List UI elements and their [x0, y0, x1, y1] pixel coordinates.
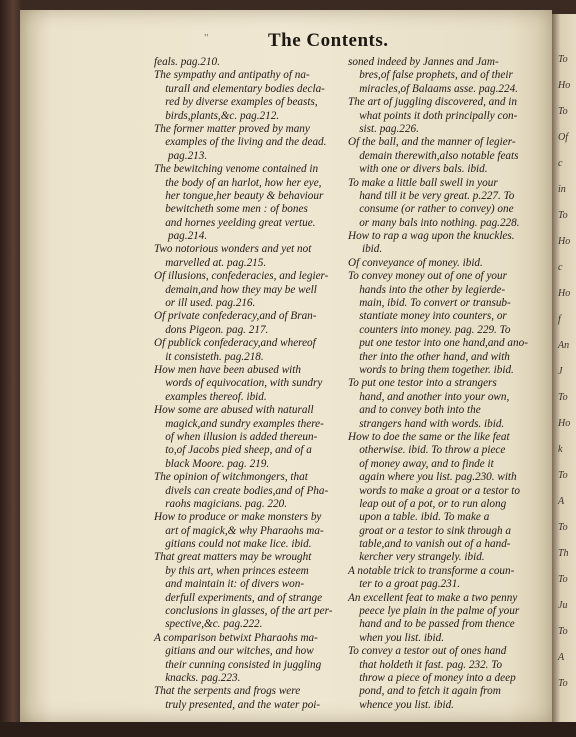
contents-line: of when illusion is added thereun- — [154, 430, 318, 443]
contents-line: what points it doth principally con- — [348, 109, 518, 122]
book-spine — [0, 0, 22, 737]
contents-line: Of conveyance of money. ibid. — [348, 256, 483, 269]
contents-line: To put one testor into a strangers — [348, 377, 497, 390]
contents-line: dons Pigeon. pag. 217. — [154, 323, 269, 336]
facing-page-fragment: c — [558, 262, 563, 273]
contents-line: Two notorious wonders and yet not — [154, 243, 312, 256]
contents-line: An excellent feat to make a two penny — [348, 591, 518, 604]
contents-line: feals. pag.210. — [154, 56, 220, 68]
contents-line: birds,plants,&c. pag.212. — [154, 109, 280, 122]
contents-line: their cunning consisted in juggling — [154, 658, 322, 671]
contents-line: when you list. ibid. — [348, 631, 445, 644]
facing-page-fragment: To — [558, 574, 568, 585]
contents-line: hand till it be very great. p.227. To — [348, 189, 515, 202]
facing-page-fragment: A — [558, 652, 565, 663]
contents-line: magick,and sundry examples there- — [154, 417, 324, 430]
contents-line: whence you list. ibid. — [348, 698, 454, 711]
facing-page-fragment: Ho — [558, 288, 571, 299]
contents-line: demain,and how they may be well — [154, 283, 317, 296]
contents-line: pond, and to fetch it again from — [348, 685, 501, 698]
contents-line: words to bring them together. ibid. — [348, 363, 514, 376]
contents-line: How to doe the same or the like feat — [348, 430, 510, 443]
contents-line: To convey money out of one of your — [348, 270, 507, 283]
facing-page-fragment: To — [558, 522, 568, 533]
contents-line: main, ibid. To convert or transub- — [348, 297, 511, 310]
facing-page-fragment: Of — [558, 132, 568, 143]
contents-line: otherwise. ibid. To throw a piece — [348, 444, 506, 457]
contents-line: A comparison betwixt Pharaohs ma- — [154, 631, 318, 644]
contents-line: pag.213. — [154, 149, 208, 162]
contents-line: by this art, when princes esteem — [154, 564, 309, 577]
contents-line: derfull experiments, and of strange — [154, 591, 323, 604]
contents-line: truly presented, and the water poi- — [154, 698, 321, 711]
facing-page-fragment: To — [558, 54, 568, 65]
contents-line: A notable trick to transforme a coun- — [348, 564, 515, 577]
contents-line: to,of Jacobs pied sheep, and of a — [154, 444, 312, 457]
facing-page-fragment: in — [558, 184, 566, 195]
ink-mark: " — [204, 32, 209, 44]
contents-line: conclusions in glasses, of the art per- — [154, 605, 333, 618]
contents-line: sist. pag.226. — [348, 122, 419, 135]
facing-page-fragment: To — [558, 392, 568, 403]
contents-line: ter to a groat pag.231. — [348, 578, 461, 591]
facing-page-fragment: An — [558, 340, 570, 351]
facing-page-fragment: Ju — [558, 600, 568, 611]
contents-line: miracles,of Balaams asse. pag.224. — [348, 82, 518, 95]
contents-line: hands into the other by legierde- — [348, 283, 506, 296]
contents-line: examples of the living and the dead. — [154, 136, 327, 149]
contents-line: Of illusions, confederacies, and legier- — [154, 270, 329, 283]
facing-page-fragment: k — [558, 444, 563, 455]
contents-line: with one or divers bals. ibid. — [348, 163, 488, 176]
contents-line: counters into money. pag. 229. To — [348, 323, 511, 336]
facing-page-fragment: To — [558, 678, 568, 689]
contents-line: divels can create bodies,and of Pha- — [154, 484, 329, 497]
contents-line: red by diverse examples of beasts, — [154, 96, 318, 109]
contents-line: bewitcheth some men : of bones — [154, 203, 308, 216]
contents-line: demain therewith,also notable feats — [348, 149, 519, 162]
contents-line: consume (or rather to convey) one — [348, 203, 514, 216]
contents-line: Of private confederacy,and of Bran- — [154, 310, 317, 323]
contents-line: That the serpents and frogs were — [154, 685, 301, 698]
contents-line: How to produce or make monsters by — [154, 511, 322, 524]
facing-page-fragment: Ho — [558, 418, 571, 429]
contents-line: groat or a testor to sink through a — [348, 524, 511, 537]
contents-line: raohs magicians. pag. 220. — [154, 497, 288, 510]
book-bottom-edge — [0, 722, 576, 737]
contents-line: the body of an harlot, how her eye, — [154, 176, 322, 189]
contents-line: and maintain it: of divers won- — [154, 578, 305, 591]
contents-line: and hornes yeelding great vertue. — [154, 216, 316, 229]
contents-line: That great matters may be wrought — [154, 551, 312, 564]
facing-page-fragment: A — [558, 496, 565, 507]
contents-line: put one testor into one hand,and ano- — [348, 337, 528, 350]
contents-line: peece lye plain in the palme of your — [348, 605, 520, 618]
contents-line: examples thereof. ibid. — [154, 390, 267, 403]
contents-line: turall and elementary bodies decla- — [154, 82, 325, 95]
contents-line: To make a little ball swell in your — [348, 176, 498, 189]
contents-line: or many bals into nothing. pag.228. — [348, 216, 520, 229]
contents-line: The bewitching venome contained in — [154, 163, 319, 176]
contents-line: it consisteth. pag.218. — [154, 350, 264, 363]
contents-line: and to convey both into the — [348, 404, 481, 417]
contents-line: gitians could not make lice. ibid. — [154, 538, 312, 551]
contents-line: of money away, and to finde it — [348, 457, 494, 470]
facing-page-fragment: To — [558, 210, 568, 221]
contents-line: Of publick confederacy,and whereof — [154, 337, 316, 350]
facing-page-edge — [552, 14, 576, 724]
contents-line: words to make a groat or a testor to — [348, 484, 520, 497]
contents-line: kercher very strangely. ibid. — [348, 551, 485, 564]
contents-line: The former matter proved by many — [154, 122, 310, 135]
contents-line: To convey a testor out of ones hand — [348, 645, 507, 658]
facing-page-fragment: Ho — [558, 80, 571, 91]
contents-line: gitians and our witches, and how — [154, 645, 314, 658]
contents-line: hand, and another into your own, — [348, 390, 510, 403]
contents-line: How men have been abused with — [154, 363, 301, 376]
contents-line: ther into the other hand, and with — [348, 350, 510, 363]
contents-line: words of equivocation, with sundry — [154, 377, 323, 390]
contents-line: How to rap a wag upon the knuckles. — [348, 230, 515, 243]
facing-page-fragment: J — [558, 366, 563, 377]
contents-line: The art of juggling discovered, and in — [348, 96, 517, 109]
contents-line: pag.214. — [154, 230, 208, 243]
page-title: The Contents. — [268, 30, 389, 51]
contents-line: Of the ball, and the manner of legier- — [348, 136, 516, 149]
contents-column-right — [348, 56, 540, 712]
contents-line: ibid. — [348, 243, 383, 256]
facing-page-fragment: Th — [558, 548, 569, 559]
contents-line: upon a table. ibid. To make a — [348, 511, 490, 524]
contents-line: spective,&c. pag.222. — [154, 618, 263, 631]
contents-line: hand and to be passed from thence — [348, 618, 515, 631]
contents-line: How some are abused with naturall — [154, 404, 314, 417]
contents-line: throw a piece of money into a deep — [348, 671, 516, 684]
contents-line: The sympathy and antipathy of na- — [154, 69, 310, 82]
contents-line: again where you list. pag.230. with — [348, 471, 517, 484]
contents-line: her tongue,her beauty & behaviour — [154, 189, 324, 202]
facing-page-fragment: c — [558, 158, 563, 169]
contents-line: The opinion of witchmongers, that — [154, 471, 308, 484]
contents-line: soned indeed by Jannes and Jam- — [348, 56, 499, 68]
contents-line: black Moore. pag. 219. — [154, 457, 270, 470]
contents-line: or ill used. pag.216. — [154, 297, 256, 310]
facing-page-fragment: To — [558, 106, 568, 117]
contents-line: table,and to vanish out of a hand- — [348, 538, 511, 551]
contents-line: knacks. pag.223. — [154, 671, 241, 684]
contents-line: leap out of a pot, or to run along — [348, 497, 507, 510]
contents-line: marvelled at. pag.215. — [154, 256, 267, 269]
facing-page-fragment: To — [558, 626, 568, 637]
facing-page-fragment: f — [558, 314, 561, 325]
contents-line: art of magick,& why Pharaohs ma- — [154, 524, 324, 537]
contents-line: bres,of false prophets, and of their — [348, 69, 513, 82]
contents-column-left — [154, 56, 342, 712]
contents-line: strangers hand with words. ibid. — [348, 417, 505, 430]
facing-page-fragment: Ho — [558, 236, 571, 247]
facing-page-fragment: To — [558, 470, 568, 481]
contents-line: stantiate money into counters, or — [348, 310, 507, 323]
contents-line: that holdeth it fast. pag. 232. To — [348, 658, 503, 671]
